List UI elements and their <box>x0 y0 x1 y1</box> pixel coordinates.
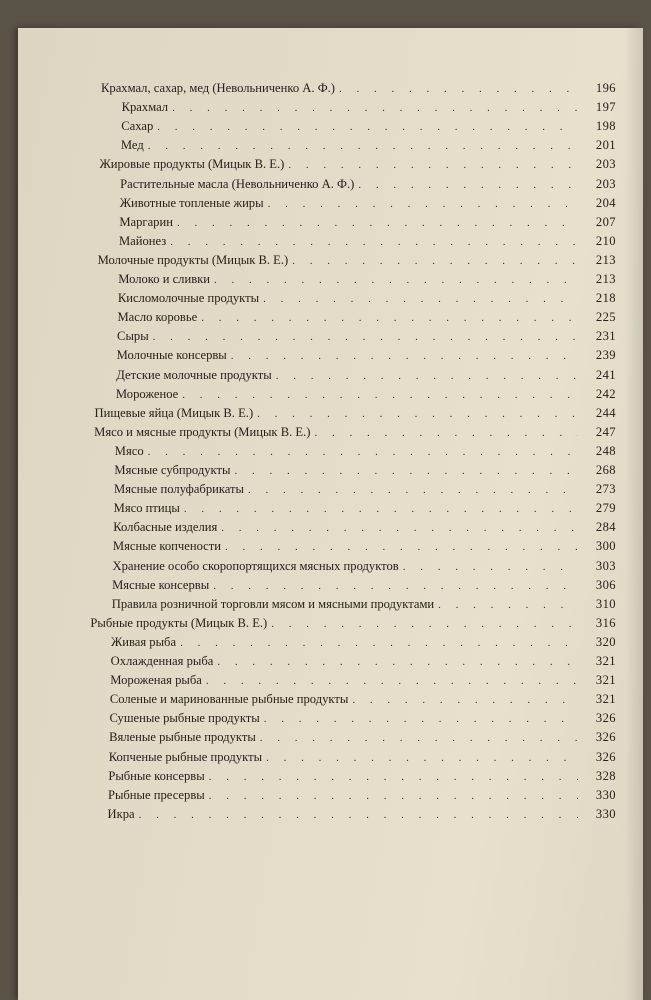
toc-entry-page: 203 <box>595 176 616 191</box>
toc-entry-title: Икра <box>107 806 135 821</box>
toc-entry <box>94 424 616 441</box>
toc-entry-page: 326 <box>595 730 616 745</box>
toc-entry <box>112 577 616 594</box>
toc-entry-title: Майонез <box>118 233 167 248</box>
toc-entry-title: Охлажденная рыба <box>110 654 214 668</box>
toc-entry-page: 284 <box>595 520 616 535</box>
toc-entry <box>116 367 616 384</box>
toc-entry-title: Молочные консервы <box>116 348 227 363</box>
toc-entry <box>117 309 616 326</box>
toc-entry-title: Кисломолочные продукты <box>117 291 260 306</box>
toc-leader-dots <box>209 788 578 804</box>
toc-leader-dots <box>438 597 578 613</box>
toc-entry-title: Рыбные консервы <box>108 768 205 783</box>
toc-leader-dots <box>180 635 578 651</box>
toc-leader-dots <box>182 387 578 403</box>
toc-entry-title: Мед <box>120 138 144 153</box>
toc-entry <box>108 787 616 804</box>
toc-leader-dots <box>217 654 578 670</box>
toc-entry-page: 310 <box>595 596 616 611</box>
toc-leader-dots <box>206 673 578 689</box>
toc-entry-page: 213 <box>595 272 616 286</box>
toc-leader-dots <box>352 692 578 708</box>
toc-entry-page: 239 <box>595 348 616 363</box>
toc-entry-page: 326 <box>595 711 616 726</box>
toc-entry <box>114 462 616 479</box>
toc-entry-title: Мясо <box>114 443 144 458</box>
toc-entry <box>109 749 616 766</box>
book-page <box>18 28 643 1000</box>
toc-entry <box>95 405 616 422</box>
toc-entry <box>101 80 616 97</box>
toc-leader-dots <box>264 711 578 727</box>
toc-entry-title: Рыбные пресервы <box>107 787 205 802</box>
toc-entry <box>121 137 616 154</box>
toc-entry-title: Растительные масла (Невольниченко А. Ф.) <box>120 176 355 191</box>
toc-leader-dots <box>157 119 578 135</box>
toc-entry-page: 268 <box>595 463 616 477</box>
toc-entry <box>119 214 616 231</box>
toc-entry-title: Молочные продукты (Мицык В. Е.) <box>97 252 289 267</box>
toc-entry-title: Молоко и сливки <box>118 272 211 286</box>
toc-entry <box>118 271 616 288</box>
toc-entry-title: Колбасные изделия <box>113 520 218 535</box>
toc-entry-title: Вяленые рыбные продукты <box>109 730 256 745</box>
toc-entry-page: 203 <box>595 157 616 172</box>
toc-entry-page: 248 <box>595 443 616 458</box>
toc-entry-page: 241 <box>595 367 616 382</box>
toc-entry-title: Жировые продукты (Мицык В. Е.) <box>99 157 285 172</box>
toc-entry-page: 321 <box>595 654 616 668</box>
toc-leader-dots <box>260 730 578 746</box>
toc-entry-page: 207 <box>595 214 616 229</box>
toc-entry-page: 242 <box>595 386 616 401</box>
toc-entry <box>98 252 616 269</box>
toc-entry-page: 306 <box>595 577 616 592</box>
toc-entry-title: Хранение особо скоропортящихся мясных продуктов <box>112 558 399 573</box>
toc-entry-title: Маргарин <box>119 214 173 229</box>
toc-entry-title: Масло коровье <box>117 310 198 325</box>
toc-leader-dots <box>170 234 578 250</box>
toc-entry-title: Мясные полуфабрикаты <box>114 482 245 497</box>
toc-entry <box>121 118 616 135</box>
toc-entry <box>113 538 616 555</box>
toc-leader-dots <box>403 559 578 575</box>
toc-entry-page: 300 <box>595 539 616 554</box>
toc-entry-title: Мороженое <box>115 386 179 401</box>
toc-entry <box>113 519 616 536</box>
toc-entry <box>108 806 616 823</box>
toc-entry-page: 210 <box>595 233 616 248</box>
toc-entry <box>119 233 616 250</box>
toc-leader-dots <box>225 539 578 555</box>
toc-leader-dots <box>268 196 578 212</box>
toc-leader-dots <box>148 444 578 460</box>
toc-entry-page: 198 <box>595 119 616 134</box>
toc-entry-page: 330 <box>595 787 616 802</box>
toc-entry <box>99 156 616 173</box>
toc-entry-title: Сушеные рыбные продукты <box>109 711 260 726</box>
toc-entry-title: Мясные копчености <box>112 539 222 554</box>
toc-entry-page: 196 <box>595 81 616 95</box>
toc-leader-dots <box>314 425 578 441</box>
toc-entry-page: 213 <box>595 252 616 267</box>
toc-leader-dots <box>276 368 578 384</box>
toc-entry-page: 244 <box>595 405 616 420</box>
toc-entry-page: 273 <box>595 482 616 497</box>
toc-entry-title: Рыбные продукты (Мицык В. Е.) <box>90 615 268 630</box>
toc-leader-dots <box>288 157 578 173</box>
toc-entry <box>90 615 616 632</box>
toc-entry <box>109 729 616 746</box>
toc-entry <box>122 99 616 116</box>
toc-leader-dots <box>263 291 578 307</box>
toc-entry <box>109 710 616 727</box>
toc-leader-dots <box>257 406 578 422</box>
toc-entry <box>115 443 616 460</box>
toc-entry <box>110 691 616 708</box>
toc-entry <box>108 768 616 785</box>
toc-leader-dots <box>292 253 578 269</box>
toc-leader-dots <box>139 807 578 823</box>
toc-entry-page: 231 <box>595 329 616 344</box>
toc-leader-dots <box>358 177 578 193</box>
toc-entry <box>117 328 616 345</box>
toc-entry <box>120 176 616 193</box>
toc-entry-title: Крахмал <box>121 100 169 115</box>
toc-entry-title: Животные топленые жиры <box>119 195 264 210</box>
toc-entry-title: Сыры <box>117 329 149 344</box>
toc-leader-dots <box>172 100 578 116</box>
toc-leader-dots <box>213 578 578 594</box>
toc-leader-dots <box>231 348 578 364</box>
toc-entry-page: 330 <box>595 806 616 821</box>
toc-entry <box>112 596 616 613</box>
toc-entry-page: 321 <box>595 692 616 707</box>
toc-entry-page: 225 <box>595 310 616 325</box>
toc-entry-page: 279 <box>595 501 616 516</box>
toc-leader-dots <box>221 520 578 536</box>
toc-entry <box>113 558 617 575</box>
toc-entry-page: 326 <box>595 749 616 764</box>
toc-entry-page: 303 <box>595 558 616 573</box>
toc-entry <box>111 634 616 651</box>
toc-entry <box>114 500 616 517</box>
toc-leader-dots <box>248 482 578 498</box>
toc-leader-dots <box>271 616 578 632</box>
toc-leader-dots <box>177 215 578 231</box>
toc-leader-dots <box>201 310 578 326</box>
toc-entry-title: Мясные субпродукты <box>114 463 231 477</box>
toc-leader-dots <box>209 769 578 785</box>
toc-entry-title: Копченые рыбные продукты <box>108 749 263 764</box>
toc-entry <box>114 481 616 498</box>
toc-entry-page: 320 <box>595 634 616 649</box>
toc-entry-title: Детские молочные продукты <box>116 367 272 382</box>
toc-leader-dots <box>234 463 578 479</box>
toc-entry-title: Правила розничной торговли мясом и мясными продуктами <box>111 596 435 611</box>
toc-leader-dots <box>153 329 578 345</box>
toc-leader-dots <box>266 750 578 766</box>
table-of-contents <box>18 28 643 1000</box>
toc-entry <box>110 672 616 689</box>
toc-entry-page: 321 <box>595 673 616 688</box>
toc-entry-title: Мясо птицы <box>113 501 180 516</box>
toc-entry-page: 204 <box>595 195 616 210</box>
toc-entry-title: Мясные консервы <box>112 577 210 592</box>
toc-entry <box>116 386 616 403</box>
toc-entry-page: 197 <box>595 100 616 115</box>
toc-leader-dots <box>339 81 578 97</box>
toc-entry-page: 201 <box>595 138 616 153</box>
toc-entry-page: 328 <box>595 768 616 783</box>
toc-entry-title: Соленые и маринованные рыбные продукты <box>109 692 349 707</box>
toc-entry-title: Крахмал, сахар, мед (Невольниченко А. Ф.) <box>101 81 335 95</box>
toc-entry <box>118 290 616 307</box>
toc-entry-page: 316 <box>595 615 616 630</box>
toc-entry-title: Мясо и мясные продукты (Мицык В. Е.) <box>94 424 311 439</box>
toc-entry-title: Мороженая рыба <box>110 673 202 688</box>
toc-entry-page: 247 <box>595 424 616 439</box>
toc-entry-title: Сахар <box>121 119 154 134</box>
toc-entry-title: Пищевые яйца (Мицык В. Е.) <box>94 405 254 420</box>
toc-leader-dots <box>148 138 578 154</box>
toc-entry <box>111 653 616 670</box>
toc-entry <box>117 347 616 364</box>
toc-entry-page: 218 <box>595 291 616 306</box>
toc-leader-dots <box>214 272 578 288</box>
toc-entry <box>120 195 616 212</box>
toc-leader-dots <box>184 501 578 517</box>
toc-entry-title: Живая рыба <box>110 634 177 649</box>
